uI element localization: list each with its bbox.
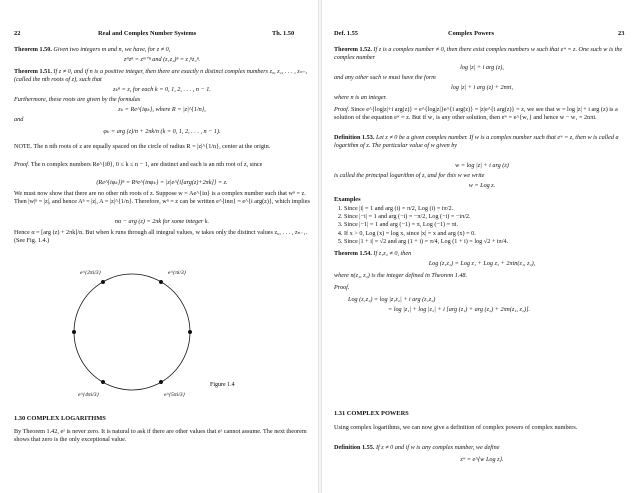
- proof: [334, 106, 630, 122]
- paragraph: and any other such w must have the form: [334, 74, 436, 81]
- theorem-label: Theorem 1.52.: [334, 46, 372, 53]
- proof-label: Proof.: [14, 161, 30, 168]
- figure-label: e^{5πi/3}: [164, 392, 185, 398]
- equation: = log |z₁| + log |z₂| + i [arg (z₁) + arg (z₂) + 2πn(z₁, z₂)].: [388, 306, 531, 313]
- paragraph: where n(z₁, z₂) is the integer defined in Theorem 1.48.: [334, 272, 468, 279]
- proof-text: Since e^{log|z|+i arg(z)} = e^{log|z|}e^{i arg(z)} = |z|e^{i arg(z)} = z, we see that w = log |z| + i arg (z) is a solution of the equation eʷ = z. But if w₁ is any other solution, then eʷ = e^{w₁} and hence w − w₁ = 2nπi.: [334, 106, 618, 122]
- page-number: 23: [618, 30, 625, 37]
- equation: zʷ = e^{w Log z}.: [460, 456, 504, 463]
- theorem-1-51: [14, 68, 310, 84]
- root-point: [188, 330, 192, 334]
- section-title: 1.31 COMPLEX POWERS: [334, 410, 409, 417]
- root-point: [101, 280, 105, 284]
- theorem-text: If z₁z₂ ≠ 0, then: [373, 250, 412, 257]
- figure-1-4: [40, 250, 280, 410]
- paragraph: is called the principal logarithm of z, and for this w we write: [334, 172, 485, 179]
- theorem-1-50: [14, 46, 310, 54]
- running-head-left: Def. 1.55: [334, 30, 358, 37]
- left-page: [0, 0, 318, 493]
- list-item: 5. Since |1 + i| = √2 and arg (1 + i) = π/4, Log (1 + i) = log √2 + iπ/4.: [344, 238, 638, 246]
- figure-caption: Figure 1.4: [210, 382, 235, 388]
- root-point: [159, 280, 163, 284]
- equation: log |z| + i arg (z),: [460, 64, 504, 71]
- equation: φₖ = arg (z)/n + 2πk/n (k = 0, 1, 2, . . . , n − 1).: [103, 128, 221, 135]
- figure-label: e^{4πi/3}: [78, 392, 99, 398]
- paragraph: and: [14, 116, 24, 123]
- list-item: 1. Since |i| = 1 and arg (i) = π/2, Log (i) = iπ/2.: [344, 205, 638, 213]
- equation: zₖ = Re^{iφₖ}, where R = |z|^{1/n},: [118, 106, 206, 113]
- list-item: 4. If x > 0, Log (x) = log x, since |x| = x and arg (x) = 0.: [344, 230, 638, 238]
- definition-text: Let z ≠ 0 be a given complex number. If w is a complex number such that eʷ = z, then w is called a logarithm of z. The particular value of w given by: [334, 134, 619, 150]
- equation: nα − arg (z) = 2πk for some integer k.: [114, 218, 210, 225]
- examples-heading: Examples: [334, 196, 361, 203]
- right-page: [322, 0, 638, 493]
- theorem-text: Given two integers m and n, we have, for z ≠ 0,: [53, 46, 171, 53]
- proof: [14, 161, 310, 169]
- figure-label: e^{2πi/3}: [80, 270, 101, 276]
- proof-label: Proof.: [334, 106, 350, 113]
- paragraph: Furthermore, these roots are given by the formulas: [14, 96, 141, 103]
- equation: (Re^{iφₖ})ⁿ = Rⁿe^{inφₖ} = |z|e^{i[arg(z)+2πk]} = z.: [96, 179, 228, 186]
- list-item: 2. Since |−i| = 1 and arg (−i) = −π/2, Log (−i) = −iπ/2.: [344, 213, 638, 221]
- definition-label: Definition 1.55.: [334, 444, 375, 451]
- chapter-ref: Th. 1.50: [272, 30, 295, 37]
- equation: w = Log z.: [468, 182, 496, 189]
- list-item: 3. Since |−1| = 1 and arg (−1) = π, Log (−1) = πi.: [344, 221, 638, 229]
- equation: zₖⁿ = z, for each k = 0, 1, 2, . . . , n − 1.: [113, 86, 211, 93]
- paragraph: where n is an integer.: [334, 94, 387, 101]
- proof-text: The n complex numbers Re^{iθ}, 0 ≤ k ≤ n − 1, are distinct and each is an nth root of z, since: [30, 161, 263, 168]
- equation: Log (z₁z₂) = log |z₁z₂| + i arg (z₁z₂): [348, 296, 436, 303]
- root-point: [72, 330, 76, 334]
- equation: log |z| + i arg (z) + 2nπi,: [450, 84, 514, 91]
- definition-1-53: [334, 134, 630, 150]
- section-text: By Theorem 1.42, eᶻ is never zero. It is natural to ask if there are other values that eᶻ cannot assume. The next theorem shows that zero is the only exceptional value.: [14, 428, 307, 444]
- examples-list: [334, 205, 638, 246]
- page-number: 22: [14, 30, 21, 37]
- theorem-text: If z ≠ 0, and if n is a positive integer, then there are exactly n distinct complex numbers z₀, z₁, . . . , zₙ₋₁ (called the nth roots of z), such that: [14, 68, 308, 84]
- definition-text: If z ≠ 0 and if w is any complex number, we define: [375, 444, 500, 451]
- theorem-1-54: [334, 250, 630, 258]
- theorem-1-52: [334, 46, 630, 62]
- equation: w = log |z| + i arg (z): [455, 162, 509, 169]
- paragraph: Hence α = [arg (z) + 2πk]/n. But when k runs through all integral values, w takes only the distinct values z₀, . . . , zₙ₋₁. (See Fig. 1.4.): [14, 229, 308, 245]
- definition-1-55: [334, 444, 630, 452]
- equation: Log (z₁z₂) = Log z₁ + Log z₂ + 2πin(z₁, z₂),: [428, 260, 536, 267]
- figure-label: e^{πi/3}: [168, 270, 187, 276]
- root-point: [101, 380, 105, 384]
- section-title: 1.30 COMPLEX LOGARITHMS: [14, 415, 106, 422]
- equation: zᵐzⁿ = zᵐ⁺ⁿ and (z₁z₂)ⁿ = z₁ⁿz₂ⁿ.: [123, 56, 201, 63]
- paragraph: We must now show that there are no other nth roots of z. Suppose w = Ae^{iα} is a complex number such that wⁿ = z. Then |w|ⁿ = |z|, and hence Aⁿ = |z|, A = |z|^{1/n}. Therefore, wⁿ = z can be written e^{inα} = e^{i arg(z)}, which implies: [14, 190, 310, 206]
- running-title: Real and Complex Number Systems: [98, 30, 197, 37]
- note: NOTE. The n nth roots of z are equally spaced on the circle of radius R = |z|^{1/n}, center at the origin.: [14, 143, 271, 150]
- proof-label: Proof.: [334, 284, 350, 291]
- unit-circle: [74, 274, 190, 390]
- theorem-label: Theorem 1.50.: [14, 46, 52, 53]
- root-point: [159, 380, 163, 384]
- definition-label: Definition 1.53.: [334, 134, 375, 141]
- section-text: Using complex logarithms, we can now give a definition of complex powers of complex numbers.: [334, 424, 578, 431]
- theorem-label: Theorem 1.54.: [334, 250, 372, 257]
- theorem-label: Theorem 1.51.: [14, 68, 52, 75]
- running-title: Complex Powers: [448, 30, 494, 37]
- theorem-text: If z is a complex number ≠ 0, then there exist complex numbers w such that eʷ = z. One such w is the complex number: [334, 46, 623, 62]
